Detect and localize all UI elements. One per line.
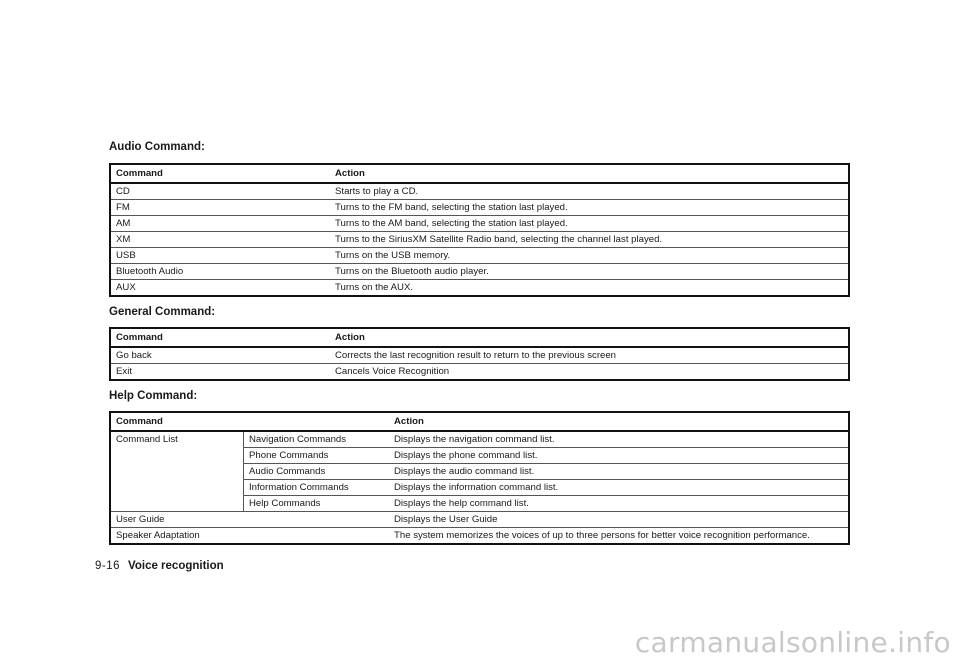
command-column-header: Command [110, 412, 389, 431]
table-row [110, 232, 849, 248]
action-cell: Displays the navigation command list. [389, 431, 849, 448]
help-command-heading: Help Command: [109, 390, 198, 402]
table-row [110, 347, 849, 364]
action-cell: Turns to the SiriusXM Satellite Radio band, selecting the channel last played. [330, 232, 849, 248]
command-column-header: Command [110, 164, 330, 183]
subcommand-cell: Navigation Commands [244, 431, 390, 448]
section-title: Voice recognition [128, 560, 224, 572]
action-cell: Starts to play a CD. [330, 183, 849, 200]
subcommand-cell: Information Commands [244, 480, 390, 496]
command-cell: Exit [116, 366, 132, 377]
table-header-row [110, 412, 849, 431]
help-command-table [109, 411, 850, 545]
command-column-header: Command [110, 328, 330, 347]
command-cell: AUX [116, 282, 136, 293]
action-cell: Turns to the FM band, selecting the station last played. [330, 200, 849, 216]
general-command-table [109, 327, 850, 381]
action-cell: Displays the help command list. [389, 496, 849, 512]
command-cell: Command List [110, 431, 244, 512]
action-cell: Turns on the AUX. [335, 282, 414, 293]
action-column-header: Action [330, 164, 849, 183]
action-cell: Turns to the AM band, selecting the station last played. [330, 216, 849, 232]
action-column-header: Action [389, 412, 849, 431]
command-cell: Bluetooth Audio [110, 264, 330, 280]
action-cell: Corrects the last recognition result to return to the previous screen [330, 347, 849, 364]
command-cell: Go back [110, 347, 330, 364]
action-cell: Cancels Voice Recognition [335, 366, 450, 377]
table-row [110, 512, 849, 528]
watermark: carmanualsonline.info [634, 626, 951, 659]
page-footer [95, 560, 224, 572]
table-row [110, 216, 849, 232]
command-cell: User Guide [110, 512, 389, 528]
action-cell: Displays the audio command list. [389, 464, 849, 480]
action-cell: Displays the information command list. [389, 480, 849, 496]
table-row [110, 183, 849, 200]
audio-command-heading: Audio Command: [109, 141, 205, 153]
subcommand-cell: Phone Commands [244, 448, 390, 464]
table-row [110, 280, 849, 297]
command-cell: USB [110, 248, 330, 264]
action-cell: Displays the phone command list. [389, 448, 849, 464]
command-cell: AM [110, 216, 330, 232]
action-cell: Displays the User Guide [389, 512, 849, 528]
table-header-row [110, 328, 849, 347]
action-cell: Turns on the USB memory. [330, 248, 849, 264]
page-number: 9-16 [95, 560, 121, 572]
table-row [110, 248, 849, 264]
action-cell: The system memorizes the voices of up to three persons for better voice recognition performance. [394, 530, 810, 541]
audio-command-table [109, 163, 850, 297]
subcommand-cell: Audio Commands [244, 464, 390, 480]
subcommand-cell: Help Commands [244, 496, 390, 512]
table-header-row [110, 164, 849, 183]
table-row [110, 528, 849, 545]
action-cell: Turns on the Bluetooth audio player. [330, 264, 849, 280]
command-cell: FM [110, 200, 330, 216]
table-row [110, 364, 849, 381]
action-column-header: Action [330, 328, 849, 347]
table-row [110, 264, 849, 280]
command-cell: Speaker Adaptation [116, 530, 200, 541]
table-row [110, 431, 849, 448]
command-cell: CD [110, 183, 330, 200]
general-command-heading: General Command: [109, 306, 216, 318]
table-row [110, 200, 849, 216]
command-cell: XM [110, 232, 330, 248]
